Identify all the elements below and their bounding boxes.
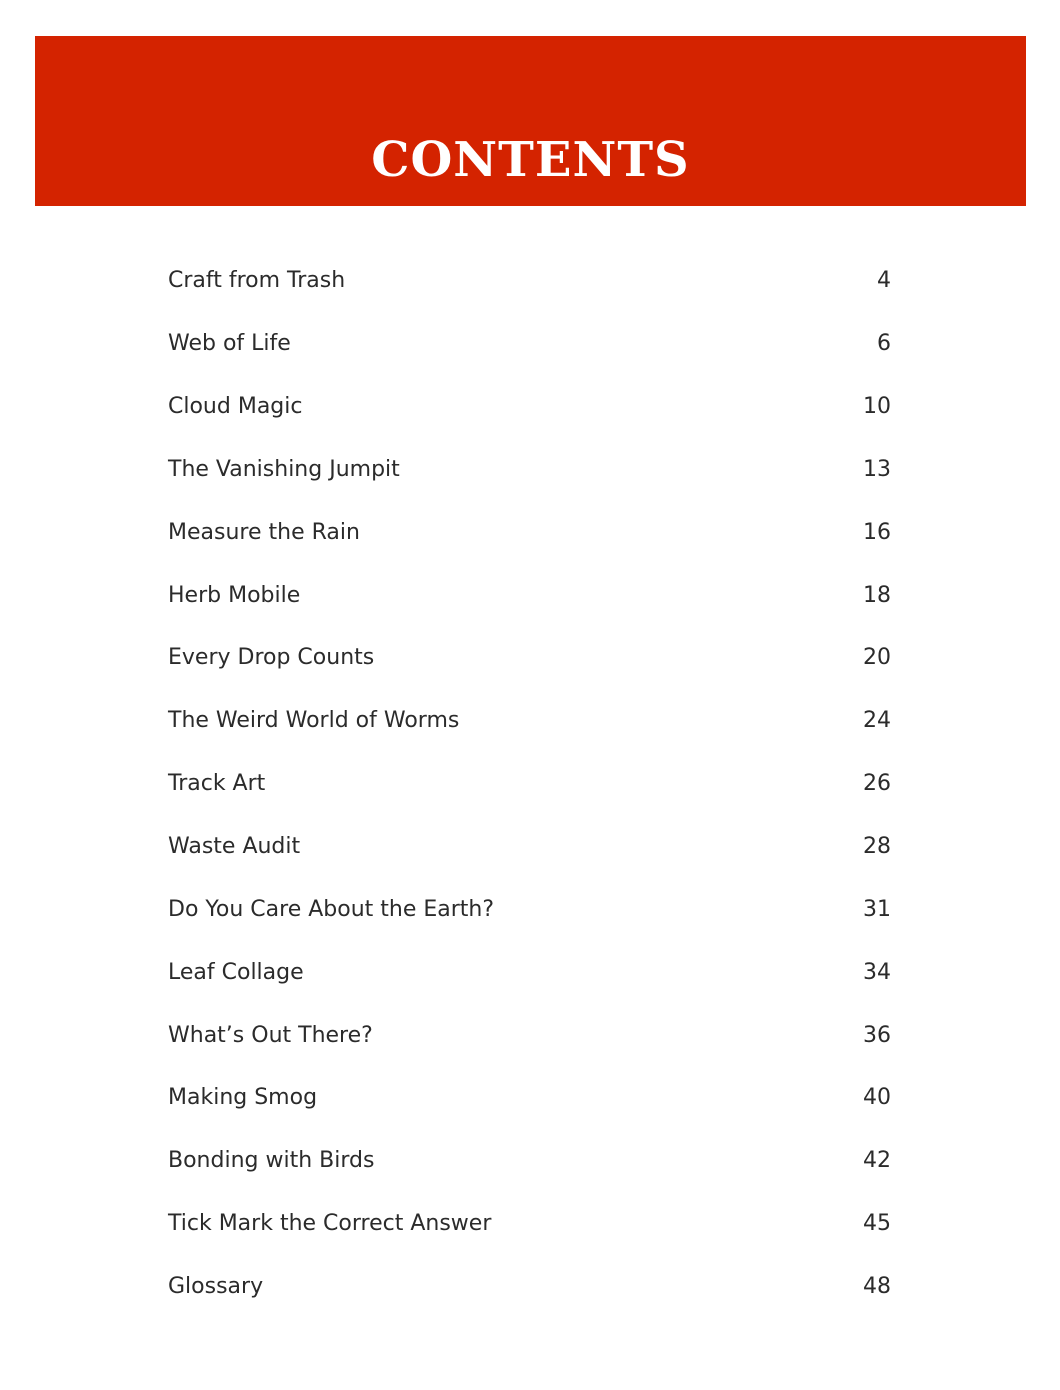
- toc-entry-title: Tick Mark the Correct Answer: [168, 1211, 492, 1237]
- toc-entry-page: 48: [863, 1273, 891, 1299]
- toc-entry-title: Every Drop Counts: [168, 645, 375, 671]
- toc-entry-page: 34: [863, 959, 891, 985]
- toc-entry[interactable]: [168, 313, 891, 376]
- toc-entry-page: 13: [863, 456, 891, 482]
- toc-entry-title: Herb Mobile: [168, 582, 301, 608]
- toc-entry[interactable]: [168, 564, 891, 627]
- toc-entry-page: 4: [877, 268, 891, 294]
- toc-entry-title: Web of Life: [168, 331, 291, 357]
- toc-entry[interactable]: [168, 1004, 891, 1067]
- toc-entry-page: 40: [863, 1085, 891, 1111]
- toc-entry-page: 24: [863, 708, 891, 734]
- toc-entry-page: 16: [863, 519, 891, 545]
- toc-entry-title: Craft from Trash: [168, 268, 346, 294]
- toc-entry[interactable]: [168, 816, 891, 879]
- contents-banner: [35, 36, 1026, 206]
- toc-entry[interactable]: [168, 1130, 891, 1193]
- toc-entry[interactable]: [168, 1256, 891, 1319]
- table-of-contents: [168, 250, 891, 1318]
- toc-entry-title: Cloud Magic: [168, 394, 303, 420]
- toc-entry-title: Leaf Collage: [168, 959, 304, 985]
- toc-entry-title: Waste Audit: [168, 834, 301, 860]
- toc-entry-title: Bonding with Birds: [168, 1148, 375, 1174]
- toc-entry-title: Glossary: [168, 1273, 264, 1299]
- toc-entry-page: 45: [863, 1211, 891, 1237]
- toc-entry[interactable]: [168, 753, 891, 816]
- toc-entry[interactable]: [168, 501, 891, 564]
- toc-entry[interactable]: [168, 250, 891, 313]
- toc-entry-title: The Vanishing Jumpit: [168, 456, 400, 482]
- toc-entry[interactable]: [168, 1067, 891, 1130]
- toc-entry[interactable]: [168, 690, 891, 753]
- toc-entry-title: Track Art: [168, 771, 266, 797]
- toc-entry-title: Measure the Rain: [168, 519, 360, 545]
- toc-entry[interactable]: [168, 1193, 891, 1256]
- toc-entry-page: 20: [863, 645, 891, 671]
- toc-entry[interactable]: [168, 941, 891, 1004]
- toc-entry-page: 42: [863, 1148, 891, 1174]
- toc-entry-page: 28: [863, 834, 891, 860]
- toc-entry[interactable]: [168, 376, 891, 439]
- toc-entry[interactable]: [168, 878, 891, 941]
- toc-entry-page: 18: [863, 582, 891, 608]
- toc-entry-title: Do You Care About the Earth?: [168, 896, 495, 922]
- toc-entry-page: 26: [863, 771, 891, 797]
- toc-entry-title: Making Smog: [168, 1085, 318, 1111]
- toc-entry-title: The Weird World of Worms: [168, 708, 460, 734]
- page-title: CONTENTS: [371, 132, 690, 188]
- toc-entry[interactable]: [168, 627, 891, 690]
- toc-entry-page: 31: [863, 896, 891, 922]
- toc-entry-page: 36: [863, 1022, 891, 1048]
- toc-entry-page: 6: [877, 331, 891, 357]
- toc-entry[interactable]: [168, 439, 891, 502]
- toc-entry-title: What’s Out There?: [168, 1022, 373, 1048]
- toc-entry-page: 10: [863, 394, 891, 420]
